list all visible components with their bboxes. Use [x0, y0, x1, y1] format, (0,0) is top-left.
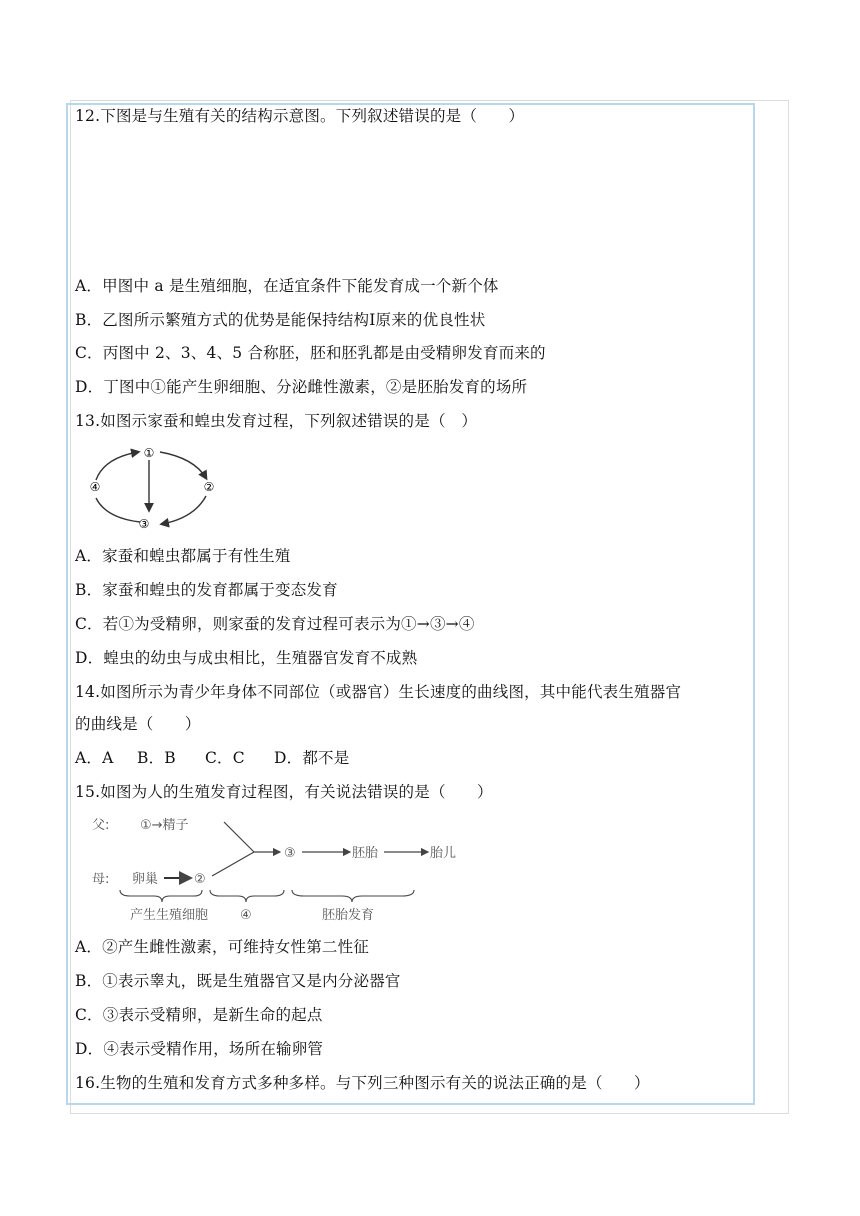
q15-fetus-label: 胎儿	[430, 846, 457, 861]
q15-stem: 15.如图为人的生殖发育过程图，有关说法错误的是（ ）	[75, 783, 493, 801]
q12-option-c[interactable]: C．丙图中 2、3、4、5 合称胚，胚和胚乳都是由受精卵发育而来的	[75, 344, 546, 362]
q14-stem-line2: 的曲线是（ ）	[75, 715, 201, 733]
q12-option-a[interactable]: A．甲图中 a 是生殖细胞，在适宜条件下能发育成一个新个体	[75, 277, 499, 295]
q14-option-b[interactable]: B．B	[137, 749, 176, 767]
q14-stem-line1: 14.如图所示为青少年身体不同部位（或器官）生长速度的曲线图，其中能代表生殖器官	[75, 683, 682, 701]
q13-option-a[interactable]: A．家蚕和蝗虫都属于有性生殖	[75, 547, 291, 565]
q13-node-3: ③	[138, 517, 150, 531]
q13-node-4: ④	[89, 480, 101, 494]
q12-option-b[interactable]: B．乙图所示繁殖方式的优势是能保持结构Ⅰ原来的优良性状	[75, 311, 486, 329]
q13-stem: 13.如图示家蚕和蝗虫发育过程，下列叙述错误的是（ ）	[75, 412, 478, 430]
q13-node-2: ②	[203, 480, 215, 494]
q13-life-cycle-diagram	[82, 440, 227, 536]
q14-option-d[interactable]: D．都不是	[274, 749, 350, 767]
q12-option-d[interactable]: D．丁图中①能产生卵细胞、分泌雌性激素，②是胚胎发育的场所	[75, 378, 528, 396]
q14-option-c[interactable]: C．C	[205, 749, 245, 767]
q15-option-d[interactable]: D．④表示受精作用，场所在输卵管	[75, 1040, 324, 1058]
q15-ovary-label: 卵巢	[132, 872, 159, 887]
q16-stem: 16.生物的生殖和发育方式多种多样。与下列三种图示有关的说法正确的是（ ）	[75, 1074, 650, 1092]
q15-father-label: 父:	[92, 818, 110, 833]
q15-node-2: ②	[194, 872, 206, 887]
q15-sperm-label: ①→精子	[140, 818, 189, 833]
q15-brace1-label: 产生生殖细胞	[130, 908, 209, 923]
q14-option-a[interactable]: A．A	[75, 749, 114, 767]
q13-node-1: ①	[143, 446, 155, 460]
q13-option-d[interactable]: D．蝗虫的幼虫与成虫相比，生殖器官发育不成熟	[75, 649, 418, 667]
q15-mother-label: 母:	[92, 872, 110, 887]
q15-option-a[interactable]: A．②产生雌性激素，可维持女性第二性征	[75, 938, 369, 956]
q12-stem: 12.下图是与生殖有关的结构示意图。下列叙述错误的是（ ）	[75, 107, 525, 125]
q15-brace2-label: ④	[240, 908, 252, 923]
q15-embryo-label: 胚胎	[352, 846, 379, 861]
q15-node-3: ③	[284, 846, 296, 861]
q13-option-c[interactable]: C．若①为受精卵，则家蚕的发育过程可表示为①→③→④	[75, 615, 475, 633]
q13-option-b[interactable]: B．家蚕和蝗虫的发育都属于变态发育	[75, 581, 338, 599]
q15-option-c[interactable]: C．③表示受精卵，是新生命的起点	[75, 1006, 323, 1024]
q15-reproduction-diagram	[90, 810, 480, 928]
q15-brace3-label: 胚胎发育	[322, 908, 375, 923]
q15-option-b[interactable]: B．①表示睾丸，既是生殖器官又是内分泌器官	[75, 972, 401, 990]
